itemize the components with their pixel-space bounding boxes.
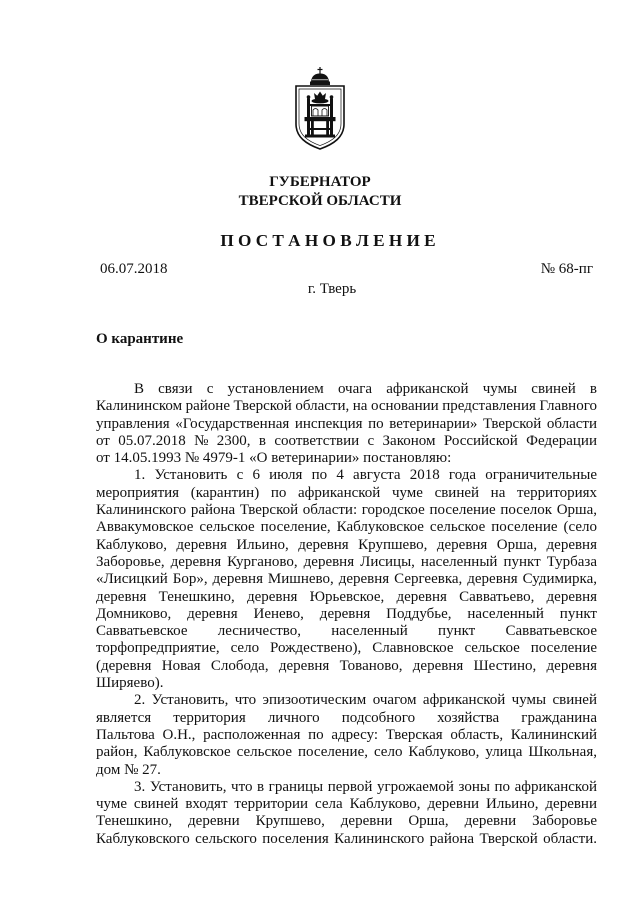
paragraph-line: Ширяево). <box>96 675 164 692</box>
paragraph <box>96 692 597 778</box>
paragraph-line: Каблуковского сельского поселения Калининского района Тверской области. <box>96 830 597 847</box>
paragraph <box>96 381 597 467</box>
paragraph-line: деревня Тенешкино, деревня Юрьевское, деревня Савватьево, деревня <box>96 588 597 605</box>
paragraph-line: Калининского района Тверской области: городское поселение поселок Орша, <box>96 502 597 519</box>
paragraph-line: Калининском районе Тверской области, на основании представления Главного <box>96 398 597 415</box>
paragraph-line: Заборовье, деревня Курганово, деревня Лисицы, населенный пункт Турбаза <box>96 553 597 570</box>
paragraph-line: 2. Установить, что эпизоотическим очагом африканской чумы свиней <box>134 692 597 709</box>
paragraph-line: торфопредприятие, село Рождествено), Славновское сельское поселение <box>96 640 597 657</box>
paragraph-line: от 05.07.2018 № 2300, в соответствии с Законом Российской Федерации <box>96 432 597 449</box>
document-date: 06.07.2018 <box>100 261 168 277</box>
paragraph-line: Каблуково, деревня Ильино, деревня Крупшево, деревня Орша, деревня <box>96 536 597 553</box>
paragraph-line: 1. Установить с 6 июля по 4 августа 2018 года ограничительные <box>134 467 597 484</box>
paragraph-line: Домниково, деревня Иенево, деревня Поддубье, населенный пункт <box>96 605 597 622</box>
authority-title-line2: ТВЕРСКОЙ ОБЛАСТИ <box>238 193 402 209</box>
decree-body <box>96 381 597 848</box>
paragraph-line: район, Каблуковское сельское поселение, село Каблуково, улица Школьная, <box>96 744 597 761</box>
paragraph-line: (деревня Новая Слобода, деревня Тованово, деревня Шестино, деревня <box>96 657 597 674</box>
authority-title-line1: ГУБЕРНАТОР <box>269 174 371 190</box>
paragraph-line: Аввакумовское сельское поселение, Каблуковское сельское поселение (село <box>96 519 597 536</box>
document-city: г. Тверь <box>307 281 357 297</box>
paragraph-line: В связи с установлением очага африканской чумы свиней в <box>134 381 597 397</box>
paragraph-line: управления «Государственная инспекция по ветеринарии» Тверской области <box>96 415 597 432</box>
paragraph-line: дом № 27. <box>96 761 161 778</box>
paragraph-line: от 14.05.1993 № 4979-1 «О ветеринарии» постановляю: <box>96 450 452 467</box>
paragraph-line: Пальтова О.Н., расположенная по адресу: Тверская область, Калининский <box>96 726 597 743</box>
paragraph-line: является территория личного подсобного хозяйства гражданина <box>96 709 597 726</box>
paragraph-line: Тенешкино, деревни Крупшево, деревни Орша, деревни Заборовье <box>96 813 597 830</box>
cap-crown-icon <box>310 67 330 85</box>
paragraph-line: 3. Установить, что в границы первой угрожаемой зоны по африканской <box>134 778 597 795</box>
paragraph <box>96 467 597 692</box>
paragraph <box>96 779 597 848</box>
document-type: П О С Т А Н О В Л Е Н И Е <box>220 231 436 250</box>
paragraph-line: Савватьевское лесничество, населенный пункт Савватьевское <box>96 623 597 640</box>
document-number: № 68-пг <box>540 261 593 277</box>
paragraph-line: мероприятия (карантин) по африканской чуме свиней на территориях <box>96 484 597 501</box>
paragraph-line: «Лисицкий Бор», деревня Мишнево, деревня Сергеевка, деревня Судимирка, <box>96 571 597 588</box>
coat-of-arms-icon <box>290 66 350 150</box>
document-subject: О карантине <box>96 331 184 347</box>
paragraph-line: чуме свиней входят территории села Каблуково, деревни Ильино, деревни <box>96 796 597 813</box>
